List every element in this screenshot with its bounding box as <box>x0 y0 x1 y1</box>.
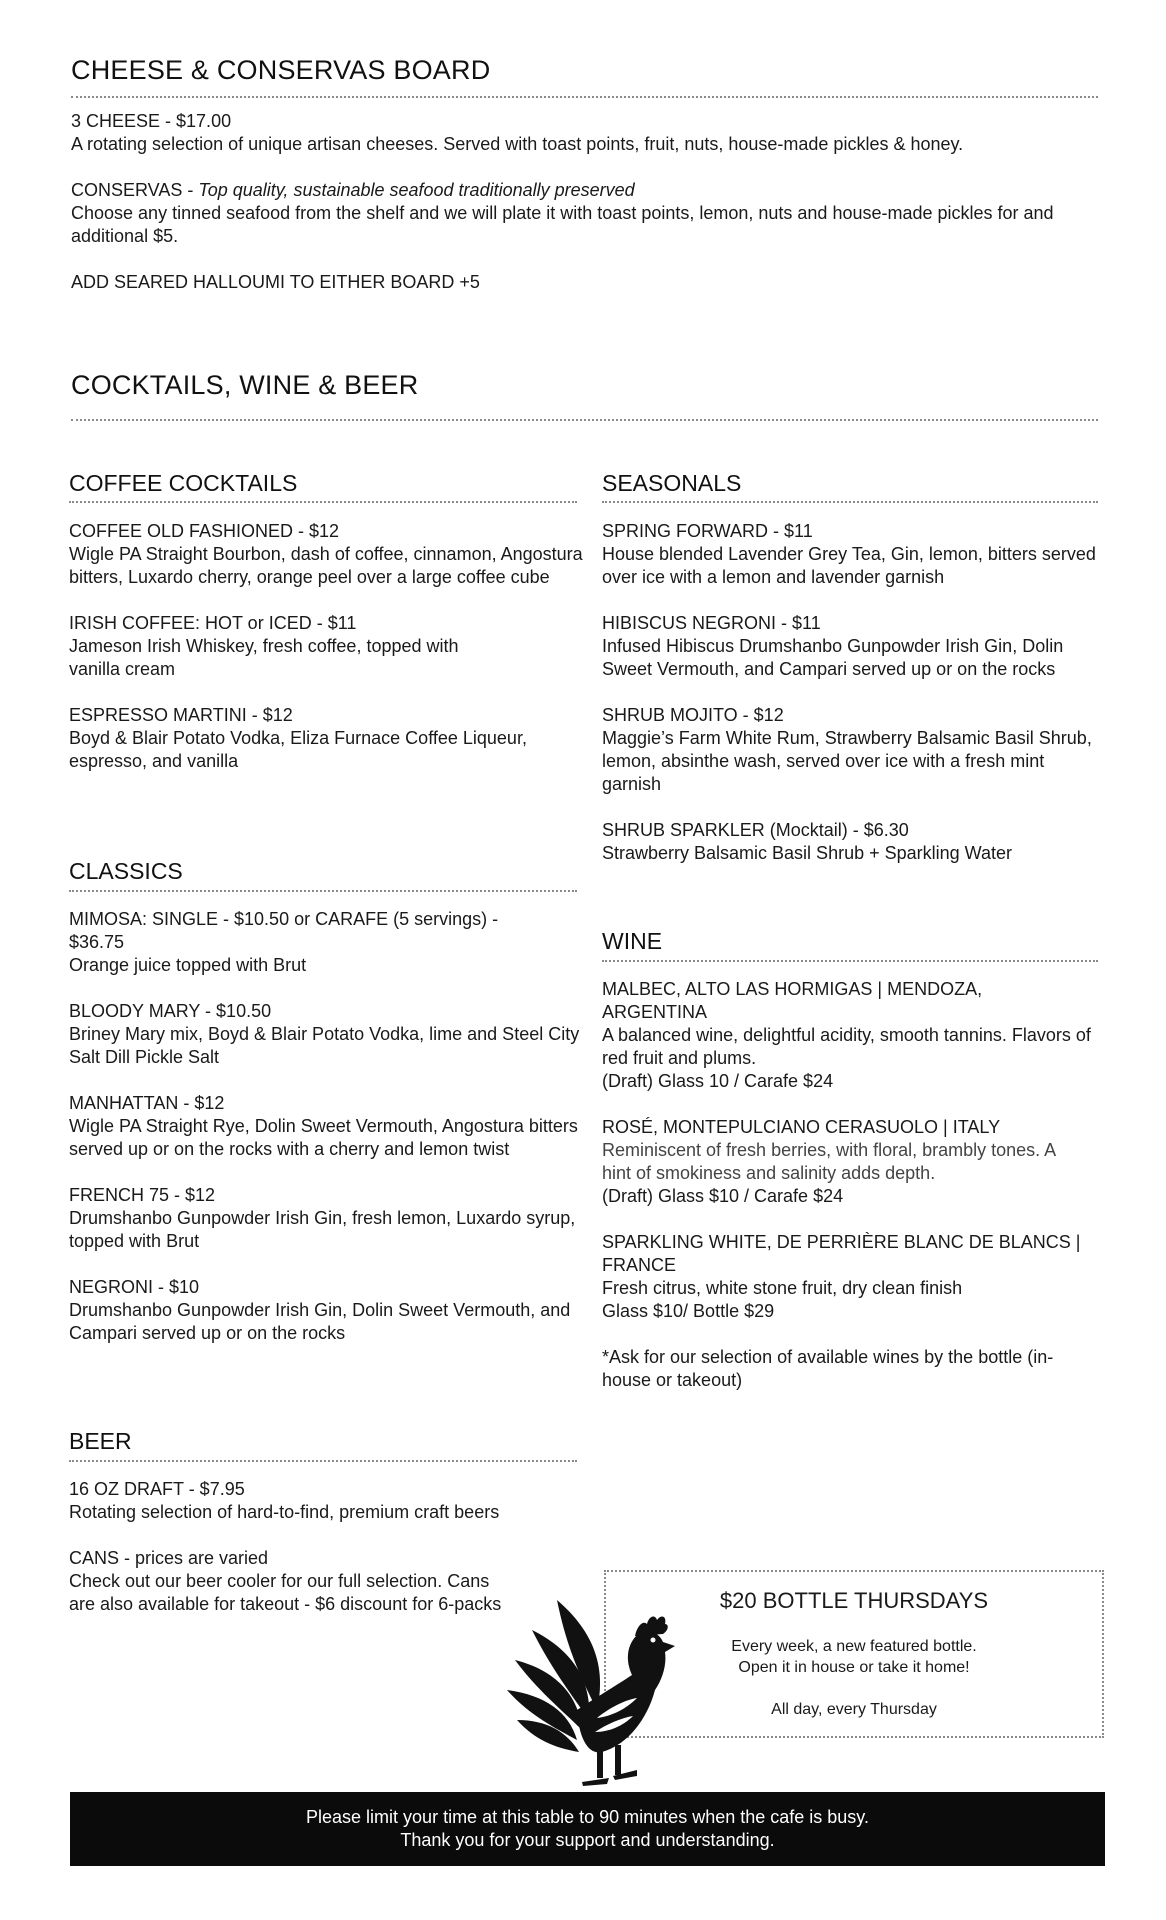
seasonals-divider <box>602 501 1098 503</box>
menu-item <box>69 1184 584 1253</box>
promo-title: $20 BOTTLE THURSDAYS <box>719 1588 989 1613</box>
seasonals-title: SEASONALS <box>602 470 742 496</box>
menu-item <box>69 704 584 773</box>
drinks-divider <box>71 419 1098 421</box>
promo-line: Open it in house or take it home! <box>738 1659 970 1676</box>
cheese-section-title: CHEESE & CONSERVAS BOARD <box>71 55 491 85</box>
item-desc: Reminiscent of fresh berries, with floral, brambly tones. A hint of smokiness and salinity adds depth. <box>602 1140 1056 1183</box>
classics-divider <box>69 890 577 892</box>
promo-line: All day, every Thursday <box>771 1701 937 1718</box>
menu-item <box>602 819 1102 865</box>
wine-title: WINE <box>602 928 663 954</box>
menu-item <box>602 1231 1102 1323</box>
conservas-desc: Choose any tinned seafood from the shelf and we will plate it with toast points, lemon, nuts and house-made pickles for and additional $5. <box>71 203 1054 246</box>
menu-item <box>69 908 584 977</box>
item-title: COFFEE OLD FASHIONED - $12 <box>69 521 340 541</box>
item-desc: Fresh citrus, white stone fruit, dry clean finish <box>602 1278 963 1298</box>
item-desc: House blended Lavender Grey Tea, Gin, lemon, bitters served over ice with a lemon and lavender garnish <box>602 544 1096 587</box>
item-title: SPRING FORWARD - $11 <box>602 521 813 541</box>
halloumi-addon: ADD SEARED HALLOUMI TO EITHER BOARD +5 <box>71 272 480 292</box>
menu-item <box>602 978 1102 1093</box>
menu-item <box>602 612 1102 681</box>
beer-list <box>69 1478 519 1616</box>
menu-item <box>602 1116 1102 1208</box>
item-desc: Check out our beer cooler for our full selection. Cans are also available for takeout - $6 discount for 6-packs <box>69 1571 502 1614</box>
item-desc: Wigle PA Straight Rye, Dolin Sweet Vermouth, Angostura bitters served up or on the rocks with a cherry and lemon twist <box>69 1116 578 1159</box>
item-price: Glass $10/ Bottle $29 <box>602 1301 775 1321</box>
item-desc: Rotating selection of hard-to-find, premium craft beers <box>69 1502 500 1522</box>
footer-line: Please limit your time at this table to 90 minutes when the cafe is busy. <box>306 1807 869 1827</box>
item-title: IRISH COFFEE: HOT or ICED - $11 <box>69 613 357 633</box>
wine-bottle-note: *Ask for our selection of available wines by the bottle (in-house or takeout) <box>602 1347 1054 1390</box>
item-desc: Strawberry Balsamic Basil Shrub + Sparkling Water <box>602 843 1012 863</box>
item-price: (Draft) Glass 10 / Carafe $24 <box>602 1071 834 1091</box>
three-cheese-title: 3 CHEESE - $17.00 <box>71 111 232 131</box>
beer-title: BEER <box>69 1428 132 1454</box>
cheese-divider <box>71 96 1098 98</box>
item-title: HIBISCUS NEGRONI - $11 <box>602 613 821 633</box>
menu-item <box>69 1000 584 1069</box>
item-title: FRENCH 75 - $12 <box>69 1185 216 1205</box>
three-cheese-desc: A rotating selection of unique artisan cheeses. Served with toast points, fruit, nuts, house-made pickles & honey. <box>71 134 964 154</box>
menu-item <box>69 520 584 589</box>
menu-item <box>69 1547 519 1616</box>
item-desc: Orange juice topped with Brut <box>69 955 307 975</box>
conservas-tagline: Top quality, sustainable seafood traditionally preserved <box>198 180 635 200</box>
menu-item <box>69 612 584 681</box>
footer-line: Thank you for your support and understanding. <box>400 1830 775 1850</box>
item-desc: A balanced wine, delightful acidity, smooth tannins. Flavors of red fruit and plums. <box>602 1025 1091 1068</box>
coffee-cocktails-list <box>69 520 584 773</box>
item-desc: Boyd & Blair Potato Vodka, Eliza Furnace Coffee Liqueur, espresso, and vanilla <box>69 728 527 771</box>
item-desc: Maggie’s Farm White Rum, Strawberry Balsamic Basil Shrub, lemon, absinthe wash, served over ice with a fresh mint garnish <box>602 728 1092 794</box>
item-title: SPARKLING WHITE, DE PERRIÈRE BLANC DE BLANCS | FRANCE <box>602 1232 1081 1275</box>
coffee-cocktails-divider <box>69 501 577 503</box>
footer-banner <box>70 1792 1105 1866</box>
item-title: SHRUB MOJITO - $12 <box>602 705 784 725</box>
seasonals-list <box>602 520 1102 865</box>
item-title: SHRUB SPARKLER (Mocktail) - $6.30 <box>602 820 909 840</box>
wine-list <box>602 978 1102 1392</box>
item-title: CANS - prices are varied <box>69 1548 269 1568</box>
item-title: MALBEC, ALTO LAS HORMIGAS | MENDOZA, ARGENTINA <box>602 979 983 1022</box>
item-desc: Jameson Irish Whiskey, fresh coffee, topped with vanilla cream <box>69 636 459 679</box>
item-desc: Drumshanbo Gunpowder Irish Gin, fresh lemon, Luxardo syrup, topped with Brut <box>69 1208 576 1251</box>
item-title: BLOODY MARY - $10.50 <box>69 1001 272 1021</box>
menu-item <box>602 704 1102 796</box>
conservas-title: CONSERVAS - <box>71 180 199 200</box>
classics-list <box>69 908 584 1345</box>
item-price: (Draft) Glass $10 / Carafe $24 <box>602 1186 844 1206</box>
menu-item <box>69 1478 519 1524</box>
rooster-logo <box>497 1590 687 1790</box>
item-title: MIMOSA: SINGLE - $10.50 or CARAFE (5 servings) - $36.75 <box>69 909 499 952</box>
classics-title: CLASSICS <box>69 858 183 884</box>
beer-divider <box>69 1460 577 1462</box>
drinks-section-title: COCKTAILS, WINE & BEER <box>71 370 419 400</box>
item-title: MANHATTAN - $12 <box>69 1093 225 1113</box>
item-desc: Infused Hibiscus Drumshanbo Gunpowder Irish Gin, Dolin Sweet Vermouth, and Campari served up or on the rocks <box>602 636 1064 679</box>
item-title: ESPRESSO MARTINI - $12 <box>69 705 293 725</box>
item-title: NEGRONI - $10 <box>69 1277 200 1297</box>
item-desc: Drumshanbo Gunpowder Irish Gin, Dolin Sweet Vermouth, and Campari served up or on the rocks <box>69 1300 571 1343</box>
menu-item <box>69 1092 584 1161</box>
menu-item <box>602 520 1102 589</box>
conservas-heading <box>71 179 1101 202</box>
item-title: 16 OZ DRAFT - $7.95 <box>69 1479 245 1499</box>
item-desc: Briney Mary mix, Boyd & Blair Potato Vodka, lime and Steel City Salt Dill Pickle Salt <box>69 1024 580 1067</box>
menu-item <box>69 1276 584 1345</box>
wine-divider <box>602 960 1098 962</box>
promo-line: Every week, a new featured bottle. <box>731 1638 977 1655</box>
item-title: ROSÉ, MONTEPULCIANO CERASUOLO | ITALY <box>602 1117 1001 1137</box>
coffee-cocktails-title: COFFEE COCKTAILS <box>69 470 298 496</box>
cheese-section-body <box>71 110 1101 294</box>
item-desc: Wigle PA Straight Bourbon, dash of coffee, cinnamon, Angostura bitters, Luxardo cherry, orange peel over a large coffee cube <box>69 544 583 587</box>
